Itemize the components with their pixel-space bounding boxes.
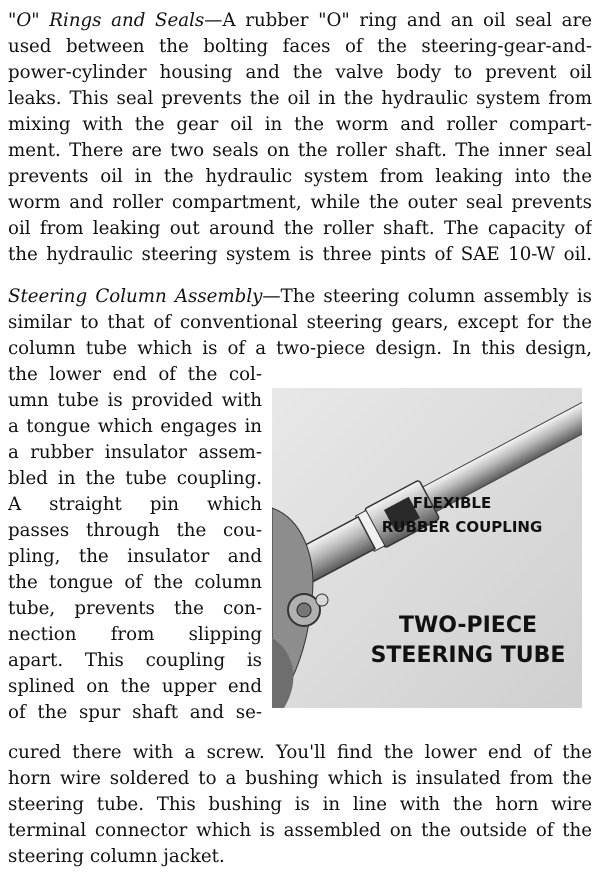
steering-tube-illustration xyxy=(272,388,582,708)
paragraph-line: terminal connector which is assembled on the outside of the xyxy=(8,820,592,841)
paragraph-line: apart. This coupling is xyxy=(8,650,262,671)
label-two-piece: TWO-PIECE xyxy=(398,613,538,638)
paragraph-line: column tube which is of a two-piece design. In this design, xyxy=(8,338,592,359)
paragraph-line: the lower end of the col- xyxy=(8,364,262,385)
steering-tube-photo xyxy=(272,388,582,708)
paragraph-line: power-cylinder housing and the valve body to prevent oil xyxy=(8,62,592,83)
paragraph-text: The steering column assembly is xyxy=(280,286,592,307)
paragraph-line: umn tube is provided with xyxy=(8,390,262,411)
paragraph-line: steering column jacket. xyxy=(8,846,225,867)
paragraph-line: nection from slipping xyxy=(8,624,262,645)
paragraph-line xyxy=(8,284,592,310)
paragraph-line: a tongue which engages in xyxy=(8,416,262,437)
paragraph-line: bled in the tube coupling. xyxy=(8,468,262,489)
paragraph-line: horn wire soldered to a bushing which is insulated from the xyxy=(8,768,592,789)
paragraph-line: a rubber insulator assem- xyxy=(8,442,262,463)
label-flexible: FLEXIBLE xyxy=(412,494,492,512)
paragraph-line: steering tube. This bushing is in line with the horn wire xyxy=(8,794,592,815)
paragraph-line: the tongue of the column xyxy=(8,572,262,593)
paragraph-text: A rubber "O" ring and an oil seal are xyxy=(222,10,592,31)
paragraph-line: similar to that of conventional steering gears, except for the xyxy=(8,312,592,333)
paragraph-line: used between the bolting faces of the steering-gear-and- xyxy=(8,36,592,57)
paragraph-line: prevents oil in the hydraulic system from leaking into the xyxy=(8,166,592,187)
section-heading: "O" Rings and Seals— xyxy=(8,10,223,31)
label-steering-tube: STEERING TUBE xyxy=(370,643,566,668)
paragraph-line: oil from leaking out around the roller shaft. The capacity of xyxy=(8,218,592,239)
paragraph-line xyxy=(8,8,592,34)
paragraph-line: mixing with the gear oil in the worm and roller compart- xyxy=(8,114,592,135)
paragraph-line: pling, the insulator and xyxy=(8,546,262,567)
paragraph-line: A straight pin which xyxy=(8,494,262,515)
paragraph-line: cured there with a screw. You'll find the lower end of the xyxy=(8,742,592,763)
paragraph-line: of the spur shaft and se- xyxy=(8,702,262,723)
paragraph-line: tube, prevents the con- xyxy=(8,598,262,619)
section-heading: Steering Column Assembly— xyxy=(8,286,281,307)
paragraph-line: worm and roller compartment, while the outer seal prevents xyxy=(8,192,592,213)
paragraph-line: the hydraulic steering system is three pints of SAE 10-W oil. xyxy=(8,244,592,265)
paragraph-line: ment. There are two seals on the roller shaft. The inner seal xyxy=(8,140,592,161)
paragraph-line: passes through the cou- xyxy=(8,520,262,541)
paragraph-line: splined on the upper end xyxy=(8,676,262,697)
paragraph-line: leaks. This seal prevents the oil in the hydraulic system from xyxy=(8,88,592,109)
label-rubber-coupling: RUBBER COUPLING xyxy=(381,518,543,536)
